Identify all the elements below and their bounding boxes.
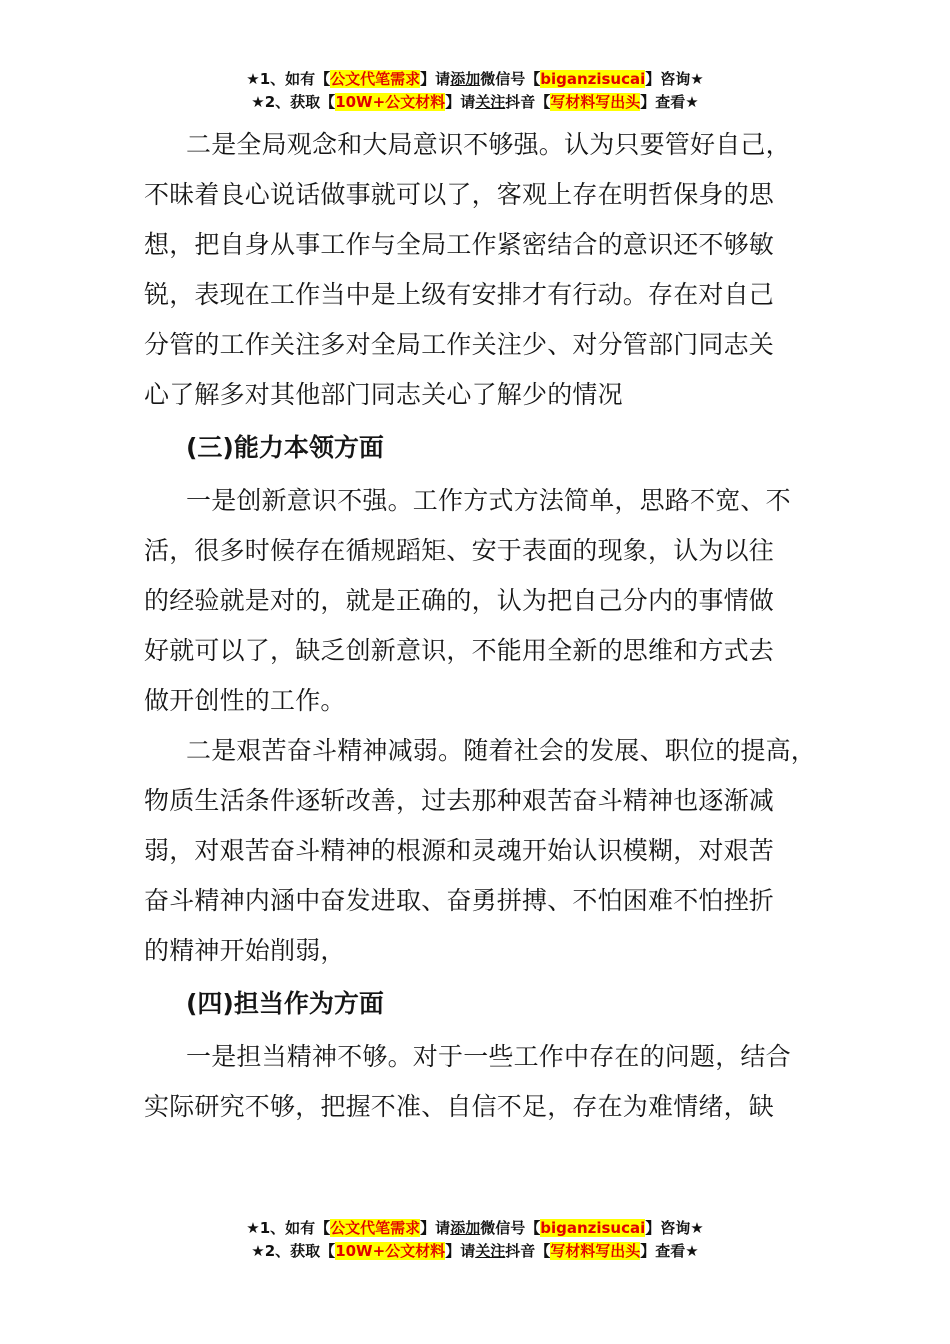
text-line: 二是全局观念和大局意识不够强。认为只要管好自己， bbox=[186, 130, 791, 159]
banner-highlight: biganzisucai bbox=[540, 70, 646, 88]
text-line: 锐，表现在工作当中是上级有安排才有行动。存在对自己 bbox=[144, 280, 775, 309]
paragraph-innovation bbox=[144, 476, 814, 726]
banner-highlight: biganzisucai bbox=[540, 1219, 646, 1237]
banner-line-2 bbox=[0, 1240, 950, 1263]
document-body bbox=[144, 120, 817, 1132]
text-line: 奋斗精神内涵中奋发进取、奋勇拼搏、不怕困难不怕挫折 bbox=[144, 886, 775, 915]
text-line: 做开创性的工作。 bbox=[144, 686, 346, 715]
banner-text: 】查看★ bbox=[640, 1242, 699, 1260]
paragraph-hard-work bbox=[144, 726, 817, 976]
banner-line-1 bbox=[0, 1217, 950, 1240]
banner-text: 】请 bbox=[445, 93, 476, 111]
banner-highlight: 公文代笔需求 bbox=[330, 1219, 421, 1237]
banner-line-1 bbox=[0, 68, 950, 91]
text-line: 的经验就是对的，就是正确的，认为把自己分内的事情做 bbox=[144, 586, 775, 615]
banner-text: 微信号【 bbox=[480, 70, 541, 88]
text-line: 不昧着良心说话做事就可以了，客观上存在明哲保身的思 bbox=[144, 180, 775, 209]
text-line: 弱，对艰苦奋斗精神的根源和灵魂开始认识模糊，对艰苦 bbox=[144, 836, 775, 865]
text-line: 想，把自身从事工作与全局工作紧密结合的意识还不够敏 bbox=[144, 230, 775, 259]
banner-text: ★1、如有【 bbox=[246, 70, 331, 88]
text-line: 二是艰苦奋斗精神减弱。随着社会的发展、职位的提高， bbox=[186, 736, 817, 765]
banner-highlight: 10W+公文材料 bbox=[335, 93, 446, 111]
paragraph-responsibility bbox=[144, 1032, 814, 1132]
text-line: 一是创新意识不强。工作方式方法简单，思路不宽、不 bbox=[186, 486, 791, 515]
banner-text: 抖音【 bbox=[505, 1242, 551, 1260]
footer-banner bbox=[0, 1217, 950, 1263]
section-heading-responsibility: (四)担当作为方面 bbox=[186, 989, 384, 1018]
paragraph-global-awareness bbox=[144, 120, 814, 420]
banner-text: 抖音【 bbox=[505, 93, 551, 111]
text-line: 一是担当精神不够。对于一些工作中存在的问题，结合 bbox=[186, 1042, 791, 1071]
banner-text: 】请 bbox=[420, 1219, 451, 1237]
text-line: 好就可以了，缺乏创新意识，不能用全新的思维和方式去 bbox=[144, 636, 775, 665]
banner-text: 】咨询★ bbox=[645, 1219, 704, 1237]
banner-text: 微信号【 bbox=[480, 1219, 541, 1237]
text-line: 分管的工作关注多对全局工作关注少、对分管部门同志关 bbox=[144, 330, 775, 359]
banner-text: ★2、获取【 bbox=[251, 93, 336, 111]
banner-text: 】请 bbox=[420, 70, 451, 88]
banner-highlight: 写材料写出头 bbox=[550, 1242, 641, 1260]
banner-text: 】请 bbox=[445, 1242, 476, 1260]
banner-highlight: 写材料写出头 bbox=[550, 93, 641, 111]
banner-text: 】咨询★ bbox=[645, 70, 704, 88]
text-line: 活，很多时候存在循规蹈矩、安于表面的现象，认为以往 bbox=[144, 536, 775, 565]
banner-underline: 关注 bbox=[475, 1242, 506, 1260]
header-banner bbox=[0, 68, 950, 114]
banner-text: ★2、获取【 bbox=[251, 1242, 336, 1260]
section-heading-ability: (三)能力本领方面 bbox=[186, 433, 384, 462]
banner-highlight: 10W+公文材料 bbox=[335, 1242, 446, 1260]
banner-text: ★1、如有【 bbox=[246, 1219, 331, 1237]
banner-highlight: 公文代笔需求 bbox=[330, 70, 421, 88]
text-line: 物质生活条件逐斩改善，过去那种艰苦奋斗精神也逐渐减 bbox=[144, 786, 775, 815]
banner-line-2 bbox=[0, 91, 950, 114]
banner-underline: 添加 bbox=[450, 1219, 481, 1237]
banner-underline: 添加 bbox=[450, 70, 481, 88]
text-line: 心了解多对其他部门同志关心了解少的情况 bbox=[144, 380, 623, 409]
banner-text: 】查看★ bbox=[640, 93, 699, 111]
text-line: 实际研究不够，把握不准、自信不足，存在为难情绪，缺 bbox=[144, 1092, 775, 1121]
text-line: 的精神开始削弱， bbox=[144, 936, 346, 965]
banner-underline: 关注 bbox=[475, 93, 506, 111]
